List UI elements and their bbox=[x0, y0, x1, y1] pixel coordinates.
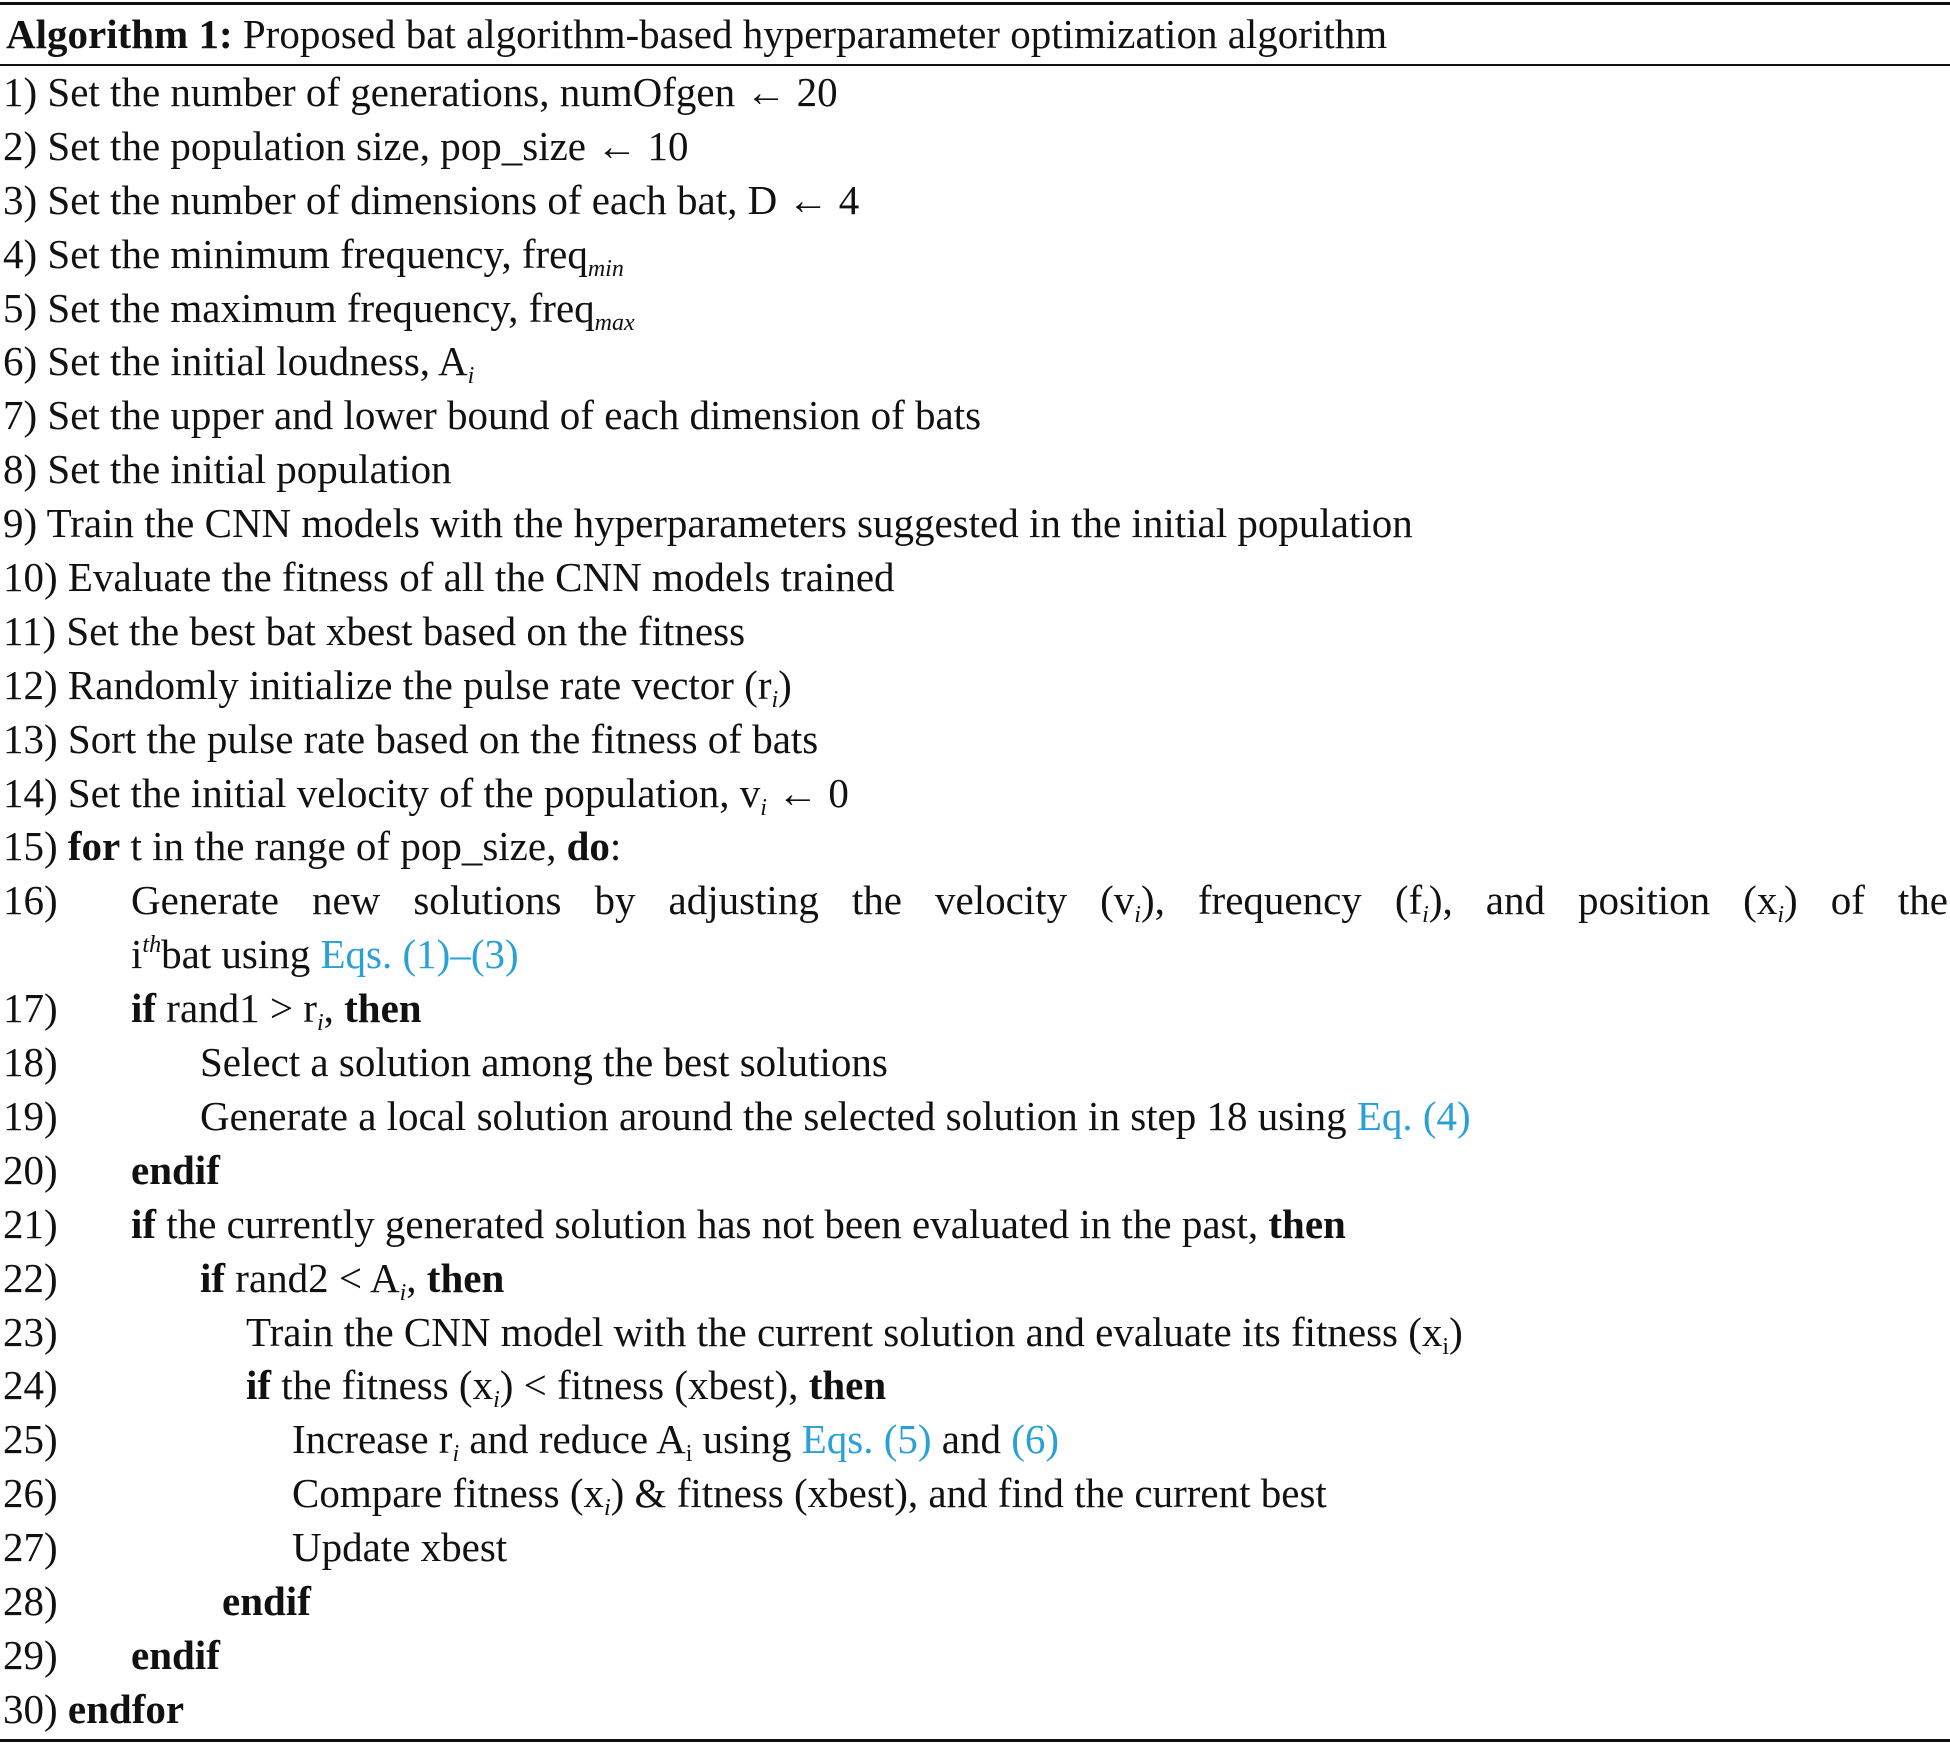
subscript: max bbox=[594, 309, 635, 336]
step-text-end: : bbox=[609, 823, 622, 870]
step-23 bbox=[0, 1306, 1950, 1360]
step-10 bbox=[0, 551, 1950, 605]
step-19 bbox=[0, 1090, 1950, 1144]
step-6 bbox=[0, 335, 1950, 389]
step-13 bbox=[0, 713, 1950, 767]
step-11 bbox=[0, 605, 1950, 659]
step-text: and reduce A bbox=[459, 1416, 686, 1463]
text-part: i bbox=[131, 931, 143, 978]
keyword-if: if bbox=[131, 1200, 157, 1247]
superscript: th bbox=[142, 932, 162, 959]
step-7 bbox=[0, 389, 1950, 443]
step-number: 2) bbox=[3, 122, 38, 169]
step-text: Sort the pulse rate based on the fitness of bats bbox=[67, 715, 819, 762]
step-number: 23) bbox=[3, 1308, 58, 1355]
step-text: Compare fitness (x bbox=[292, 1470, 604, 1517]
step-number: 12) bbox=[3, 661, 58, 708]
keyword-then: then bbox=[808, 1362, 887, 1409]
step-text: t in the range of pop_size, bbox=[120, 823, 567, 870]
step-number: 4) bbox=[3, 230, 38, 277]
equation-link[interactable]: (6) bbox=[1011, 1416, 1060, 1463]
step-number: 5) bbox=[3, 284, 38, 331]
algorithm-steps bbox=[0, 66, 1950, 1737]
subscript: i bbox=[685, 1441, 693, 1468]
equation-link[interactable]: Eq. (4) bbox=[1356, 1092, 1471, 1139]
step-number: 18) bbox=[3, 1039, 58, 1086]
step-text-end: , bbox=[323, 985, 345, 1032]
step-text: Train the CNN models with the hyperparameters suggested in the initial population bbox=[46, 500, 1413, 547]
step-line-1 bbox=[131, 874, 1948, 928]
step-number: 30) bbox=[3, 1685, 58, 1732]
step-28 bbox=[0, 1575, 1950, 1629]
text-part: bat using bbox=[161, 931, 321, 978]
step-line-2 bbox=[131, 931, 519, 977]
step-30 bbox=[0, 1683, 1950, 1737]
equation-link[interactable]: Eqs. (1)–(3) bbox=[320, 931, 519, 978]
subscript: i bbox=[771, 686, 779, 713]
step-number: 27) bbox=[3, 1524, 58, 1571]
keyword-then: then bbox=[1268, 1200, 1346, 1247]
step-number: 20) bbox=[3, 1146, 58, 1193]
step-2 bbox=[0, 120, 1950, 174]
step-number: 29) bbox=[3, 1631, 58, 1678]
step-14 bbox=[0, 767, 1950, 821]
step-text: Set the initial population bbox=[47, 446, 452, 493]
step-25 bbox=[0, 1413, 1950, 1467]
subscript: i bbox=[399, 1279, 407, 1306]
keyword-if: if bbox=[246, 1362, 272, 1409]
keyword-then: then bbox=[344, 985, 422, 1032]
step-text: the fitness (x bbox=[271, 1362, 494, 1409]
step-number: 21) bbox=[3, 1200, 58, 1247]
step-text: Set the initial loudness, A bbox=[47, 338, 468, 385]
step-text: Randomly initialize the pulse rate vector (r bbox=[67, 661, 772, 708]
step-15 bbox=[0, 820, 1950, 874]
step-number: 16) bbox=[3, 877, 58, 924]
step-8 bbox=[0, 443, 1950, 497]
step-text: Set the minimum frequency, freq bbox=[47, 230, 588, 277]
step-text: Set the number of generations, numOfgen ← 20 bbox=[47, 69, 838, 115]
step-text: the currently generated solution has not been evaluated in the past, bbox=[156, 1200, 1269, 1247]
step-number: 17) bbox=[3, 985, 58, 1032]
step-3 bbox=[0, 174, 1950, 228]
step-17 bbox=[0, 982, 1950, 1036]
step-number: 11) bbox=[3, 607, 57, 654]
keyword-if: if bbox=[200, 1254, 226, 1301]
step-text-end: ← 0 bbox=[766, 769, 849, 816]
text-part: ) of the bbox=[1784, 877, 1948, 924]
step-number: 28) bbox=[3, 1577, 58, 1624]
step-text-end: ) bbox=[1449, 1308, 1463, 1355]
step-text: Update xbest bbox=[292, 1524, 508, 1571]
step-number: 8) bbox=[3, 446, 38, 493]
step-number: 7) bbox=[3, 392, 38, 439]
subscript: i bbox=[1422, 902, 1429, 929]
step-text: Set the best bat xbest based on the fitness bbox=[66, 607, 746, 654]
step-24 bbox=[0, 1359, 1950, 1413]
keyword-for: for bbox=[67, 823, 121, 870]
step-16 bbox=[0, 874, 1950, 982]
step-text: Generate a local solution around the selected solution in step 18 using bbox=[200, 1092, 1357, 1139]
step-26 bbox=[0, 1467, 1950, 1521]
step-number: 19) bbox=[3, 1092, 58, 1139]
step-number: 10) bbox=[3, 554, 58, 601]
step-text: Set the population size, pop_size ← 10 bbox=[47, 122, 689, 169]
algorithm-label: Algorithm 1: bbox=[6, 11, 233, 57]
algorithm-title: Proposed bat algorithm-based hyperparameter optimization algorithm bbox=[242, 11, 1388, 57]
subscript: min bbox=[587, 255, 624, 282]
step-number: 24) bbox=[3, 1362, 58, 1409]
step-text-end: ) < fitness (xbest), bbox=[499, 1362, 809, 1409]
step-text-end: ) bbox=[778, 661, 792, 708]
text-part: ), frequency (f bbox=[1140, 877, 1423, 924]
step-number: 6) bbox=[3, 338, 38, 385]
step-number: 14) bbox=[3, 769, 58, 816]
step-number: 9) bbox=[3, 500, 38, 547]
step-text: Train the CNN model with the current solution and evaluate its fitness (x bbox=[246, 1308, 1443, 1355]
step-number: 22) bbox=[3, 1254, 58, 1301]
bottom-rule bbox=[0, 1739, 1950, 1742]
step-18 bbox=[0, 1036, 1950, 1090]
subscript: i bbox=[452, 1441, 460, 1468]
keyword-endif: endif bbox=[131, 1631, 220, 1678]
step-number: 1) bbox=[3, 69, 38, 115]
step-9 bbox=[0, 497, 1950, 551]
step-4 bbox=[0, 228, 1950, 282]
step-text-block bbox=[131, 874, 1948, 982]
text-part: Generate new solutions by adjusting the velocity (v bbox=[131, 877, 1135, 924]
subscript: i bbox=[1442, 1333, 1450, 1360]
step-number: 3) bbox=[3, 176, 38, 223]
subscript: i bbox=[467, 363, 475, 390]
text-part: ), and position (x bbox=[1428, 877, 1778, 924]
step-text: Set the number of dimensions of each bat, D ← 4 bbox=[47, 176, 860, 223]
step-1 bbox=[0, 66, 1950, 120]
step-text: Select a solution among the best solutions bbox=[200, 1039, 888, 1086]
step-text: rand1 > r bbox=[156, 985, 317, 1032]
subscript: i bbox=[493, 1387, 500, 1414]
step-text: and bbox=[931, 1416, 1012, 1463]
step-29 bbox=[0, 1629, 1950, 1683]
subscript: i bbox=[1134, 902, 1141, 929]
step-text: Set the upper and lower bound of each dimension of bats bbox=[47, 392, 982, 439]
step-text-end: ) & fitness (xbest), and find the current best bbox=[610, 1470, 1327, 1517]
keyword-endif: endif bbox=[222, 1577, 311, 1624]
step-number: 15) bbox=[3, 823, 58, 870]
top-rule bbox=[0, 2, 1950, 5]
step-27 bbox=[0, 1521, 1950, 1575]
step-text-end: , bbox=[406, 1254, 427, 1301]
step-22 bbox=[0, 1252, 1950, 1306]
step-text: rand2 < A bbox=[225, 1254, 400, 1301]
step-number: 13) bbox=[3, 715, 58, 762]
subscript: i bbox=[316, 1010, 324, 1037]
subscript: i bbox=[1777, 902, 1784, 929]
algorithm-caption bbox=[6, 6, 1387, 62]
equation-link[interactable]: Eqs. (5) bbox=[801, 1416, 932, 1463]
keyword-then: then bbox=[426, 1254, 505, 1301]
step-21 bbox=[0, 1198, 1950, 1252]
step-text: Increase r bbox=[292, 1416, 453, 1463]
step-number: 25) bbox=[3, 1416, 58, 1463]
subscript: i bbox=[603, 1495, 611, 1522]
subscript: i bbox=[760, 794, 767, 821]
step-number: 26) bbox=[3, 1470, 58, 1517]
step-text: using bbox=[692, 1416, 802, 1463]
step-text: Set the maximum frequency, freq bbox=[47, 284, 595, 331]
step-12 bbox=[0, 659, 1950, 713]
keyword-endif: endif bbox=[131, 1146, 220, 1193]
keyword-if: if bbox=[131, 985, 157, 1032]
step-text: Set the initial velocity of the population, v bbox=[67, 769, 761, 816]
keyword-endfor: endfor bbox=[67, 1685, 185, 1732]
step-20 bbox=[0, 1144, 1950, 1198]
step-text: Evaluate the fitness of all the CNN models trained bbox=[67, 554, 895, 601]
keyword-do: do bbox=[566, 823, 610, 870]
step-5 bbox=[0, 282, 1950, 336]
